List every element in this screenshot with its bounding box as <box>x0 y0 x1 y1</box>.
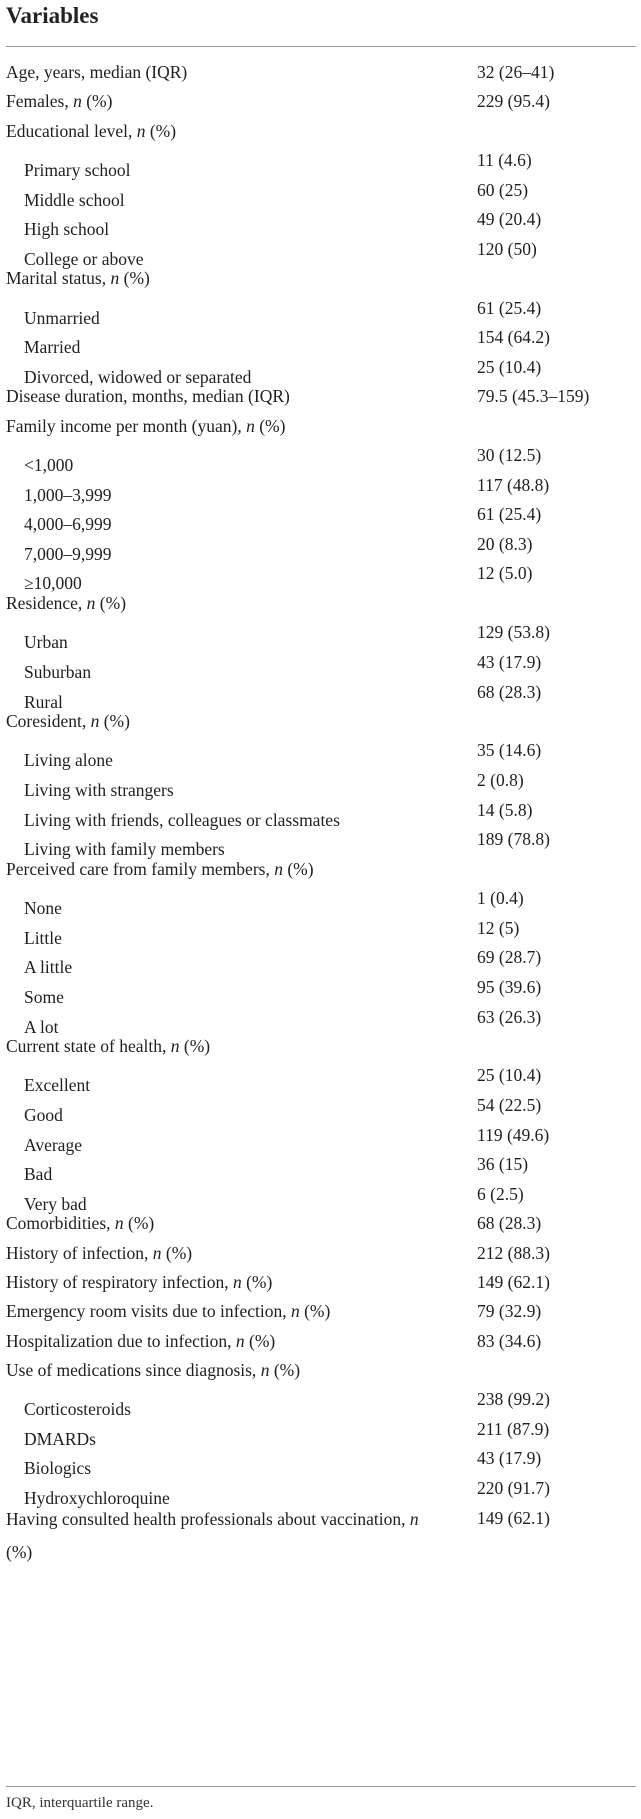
table-subrow <box>0 1386 641 1420</box>
row-value: 20 (8.3) <box>477 533 533 554</box>
row-value: 149 (62.1) <box>477 1507 550 1528</box>
table-subrow <box>0 767 641 800</box>
row-label-text: Coresident, <box>6 711 91 732</box>
table-subrow <box>0 177 641 210</box>
table-row <box>0 590 641 619</box>
row-label-suffix: (%) <box>123 1213 155 1234</box>
table-subrow <box>0 826 641 860</box>
row-label-text: Bad <box>24 1164 53 1185</box>
row-label-suffix: (%) <box>119 268 150 289</box>
row-label <box>6 1301 330 1322</box>
row-value: 120 (50) <box>477 238 537 259</box>
row-value: 25 (10.4) <box>477 356 542 377</box>
table-subrow <box>0 1416 641 1449</box>
table-subrow <box>0 1475 641 1508</box>
row-label-text: A lot <box>24 1016 59 1037</box>
table-subrow <box>0 1445 641 1479</box>
row-label-n: n <box>136 120 146 141</box>
row-label-text: Residence, <box>6 593 87 613</box>
row-value: 2 (0.8) <box>477 770 524 790</box>
row-label <box>6 386 290 407</box>
row-label-suffix: (%) <box>95 593 127 613</box>
row-value: 117 (48.8) <box>477 474 550 495</box>
row-label-text: Little <box>24 927 62 948</box>
row-value: 119 (49.6) <box>477 1124 550 1145</box>
table-row <box>0 1357 641 1386</box>
row-label-text: Corticosteroids <box>24 1399 131 1420</box>
row-label-n: n <box>90 711 100 732</box>
row-label <box>6 859 314 880</box>
row-label <box>6 1243 192 1264</box>
row-value: 129 (53.8) <box>477 622 550 643</box>
row-label <box>6 62 187 83</box>
row-value: 12 (5) <box>477 917 520 938</box>
row-label-text: Married <box>24 337 81 358</box>
row-value: 220 (91.7) <box>477 1478 550 1498</box>
row-label-suffix: (%) <box>254 415 286 436</box>
table-subrow <box>0 1092 641 1125</box>
row-value: 14 (5.8) <box>477 799 533 820</box>
row-label-n: n <box>290 1301 300 1322</box>
row-label-text: Urban <box>24 632 68 653</box>
row-label <box>6 91 112 112</box>
table-subrow <box>0 531 641 564</box>
row-value: 1 (0.4) <box>477 888 524 909</box>
table-row <box>0 708 641 737</box>
row-value: 61 (25.4) <box>477 297 542 318</box>
row-label-text: 4,000–6,999 <box>24 514 112 535</box>
row-label-suffix: (%) <box>145 120 177 141</box>
row-label-text: Some <box>24 986 64 1007</box>
row-label <box>6 121 176 142</box>
row-value: 49 (20.4) <box>477 209 542 230</box>
row-label-text: Hospitalization due to infection, <box>6 1330 236 1351</box>
row-label <box>6 1213 154 1234</box>
row-label-text: Having consulted health professionals about vaccination, <box>6 1508 410 1529</box>
table-subrow <box>0 501 641 535</box>
row-value: 95 (39.6) <box>477 976 542 997</box>
row-label-text: Females, <box>6 91 74 112</box>
column-header-variables: Variables <box>6 3 99 28</box>
row-label-n: n <box>409 1508 419 1529</box>
row-value: 79 (32.9) <box>477 1301 542 1322</box>
table-row <box>0 1033 641 1062</box>
table-row <box>0 265 641 294</box>
table-subrow <box>0 1181 641 1214</box>
row-label <box>6 1503 426 1569</box>
row-value: 61 (25.4) <box>477 504 542 525</box>
row-label-text: Age, years, median (IQR) <box>6 62 188 82</box>
row-label-text: Emergency room visits due to infection, <box>6 1301 291 1322</box>
table-subrow <box>0 147 641 180</box>
table-subrow <box>0 679 641 712</box>
row-label-text: Marital status, <box>6 268 111 289</box>
row-value: 30 (12.5) <box>477 445 542 465</box>
table-row <box>0 88 641 117</box>
row-label-text: Primary school <box>24 159 131 180</box>
row-label-n: n <box>274 858 283 879</box>
row-value: 68 (28.3) <box>477 1213 542 1234</box>
row-label-text: Rural <box>24 691 63 712</box>
table-subrow <box>0 206 641 240</box>
row-value: 69 (28.7) <box>477 947 542 968</box>
table-row <box>0 1240 641 1269</box>
row-label <box>6 1360 300 1381</box>
table-subrow <box>0 442 641 475</box>
row-value: 79.5 (45.3–159) <box>477 386 590 407</box>
row-label-text: None <box>24 898 62 919</box>
row-label-suffix: (%) <box>81 91 113 112</box>
table-row <box>0 856 641 885</box>
row-value: 43 (17.9) <box>477 651 542 672</box>
row-label-text: Unmarried <box>24 307 100 328</box>
row-value: 6 (2.5) <box>477 1183 524 1204</box>
footer-divider <box>6 1786 636 1787</box>
table-subrow <box>0 324 641 358</box>
row-label-text: Very bad <box>24 1193 87 1214</box>
row-value: 68 (28.3) <box>477 681 542 702</box>
row-label <box>6 1331 275 1352</box>
row-label-n: n <box>170 1036 180 1057</box>
row-label-text: Hydroxychloroquine <box>24 1488 170 1508</box>
row-label-text: High school <box>24 219 110 240</box>
row-label-suffix: (%) <box>244 1330 276 1351</box>
row-value: 32 (26–41) <box>477 62 555 82</box>
row-label-text: Biologics <box>24 1458 92 1479</box>
row-label-text: <1,000 <box>24 455 74 475</box>
table-row <box>0 59 641 88</box>
table-subrow <box>0 1004 641 1037</box>
row-label-suffix: (%) <box>179 1036 211 1057</box>
table-subrow <box>0 1062 641 1096</box>
row-label-text: Divorced, widowed or separated <box>24 366 252 387</box>
row-value: 12 (5.0) <box>477 563 533 584</box>
row-value: 154 (64.2) <box>477 327 550 348</box>
table-row <box>0 413 641 442</box>
row-label-text: Current state of health, <box>6 1036 171 1057</box>
table-row <box>0 1210 641 1239</box>
row-value: 11 (4.6) <box>477 149 532 170</box>
table-subrow <box>0 797 641 830</box>
table-row <box>0 1505 641 1565</box>
table-subrow <box>0 619 641 653</box>
table-subrow <box>0 974 641 1007</box>
table-row <box>0 1269 641 1298</box>
row-label-text: Living with strangers <box>24 780 174 800</box>
row-label-text: DMARDs <box>24 1428 96 1449</box>
table-subrow <box>0 236 641 269</box>
table-row <box>0 1298 641 1327</box>
row-label-text: Good <box>24 1105 63 1125</box>
table-subrow <box>0 649 641 682</box>
table-subrow <box>0 944 641 978</box>
row-label-text: Perceived care from family members, <box>6 858 275 879</box>
row-value: 63 (26.3) <box>477 1006 542 1027</box>
table-row <box>0 1328 641 1357</box>
row-label-text: Use of medications since diagnosis, <box>6 1359 261 1380</box>
table-row <box>0 118 641 147</box>
row-label-text: Living with friends, colleagues or classmates <box>24 809 340 830</box>
row-label-text: Educational level, <box>6 120 137 141</box>
row-label-text: Family income per month (yuan), <box>6 415 247 436</box>
row-label-n: n <box>246 415 255 436</box>
row-label-n: n <box>110 268 120 289</box>
row-value: 189 (78.8) <box>477 829 550 850</box>
row-label-n: n <box>232 1272 242 1292</box>
row-label-n: n <box>114 1213 124 1234</box>
row-label <box>6 1272 272 1293</box>
table-subrow <box>0 885 641 919</box>
row-label-suffix: (%) <box>99 711 130 732</box>
row-label-suffix: (%) <box>269 1359 301 1380</box>
table-subrow <box>0 1122 641 1155</box>
row-label-n: n <box>152 1242 162 1263</box>
row-value: 25 (10.4) <box>477 1065 542 1086</box>
row-label-text: Living with family members <box>24 839 225 860</box>
row-value: 212 (88.3) <box>477 1242 550 1263</box>
row-label-suffix: (%) <box>299 1301 331 1322</box>
row-value: 149 (62.1) <box>477 1272 550 1292</box>
row-label-suffix: (%) <box>161 1242 193 1263</box>
row-value: 229 (95.4) <box>477 91 550 112</box>
row-label-suffix: (%) <box>241 1272 273 1292</box>
row-label-text: Disease duration, months, median (IQR) <box>6 386 290 407</box>
table-subrow <box>0 472 641 505</box>
table-subrow <box>0 737 641 771</box>
row-label-text: History of infection, <box>6 1242 153 1263</box>
table-subrow <box>0 1151 641 1185</box>
row-value: 35 (14.6) <box>477 740 542 761</box>
table-subrow <box>0 354 641 387</box>
row-label-n: n <box>260 1359 270 1380</box>
row-label-suffix: (%) <box>6 1541 33 1562</box>
row-label <box>6 268 150 289</box>
row-label-text: 1,000–3,999 <box>24 484 112 505</box>
row-label-n: n <box>73 91 82 112</box>
row-value: 54 (22.5) <box>477 1095 542 1115</box>
row-label-text: 7,000–9,999 <box>24 543 112 564</box>
row-label-text: College or above <box>24 248 144 269</box>
table-header <box>6 0 636 47</box>
row-label <box>6 416 285 437</box>
row-value: 60 (25) <box>477 179 529 200</box>
table-subrow <box>0 295 641 328</box>
row-label-text: Suburban <box>24 661 92 682</box>
row-label-text: Comorbidities, <box>6 1213 115 1234</box>
row-label <box>6 1036 210 1057</box>
row-value: 43 (17.9) <box>477 1448 542 1469</box>
table-subrow <box>0 915 641 948</box>
row-label-text: Living alone <box>24 750 113 771</box>
row-value: 36 (15) <box>477 1154 529 1175</box>
row-value: 83 (34.6) <box>477 1330 542 1351</box>
table-subrow <box>0 560 641 594</box>
table-footnote: IQR, interquartile range. <box>6 1795 154 1811</box>
row-label-text: Excellent <box>24 1075 91 1096</box>
row-label <box>6 711 130 732</box>
row-value: 211 (87.9) <box>477 1418 550 1439</box>
row-label-suffix: (%) <box>282 858 314 879</box>
row-label-n: n <box>86 593 96 613</box>
table-row <box>0 383 641 412</box>
row-label-text: A little <box>24 957 73 978</box>
row-label-text: Average <box>24 1134 82 1155</box>
row-label-text: ≥10,000 <box>24 573 82 594</box>
row-label <box>6 593 126 614</box>
row-value: 238 (99.2) <box>477 1389 550 1410</box>
row-label-text: History of respiratory infection, <box>6 1272 233 1292</box>
row-label-text: Middle school <box>24 189 125 210</box>
row-label-n: n <box>235 1330 245 1351</box>
